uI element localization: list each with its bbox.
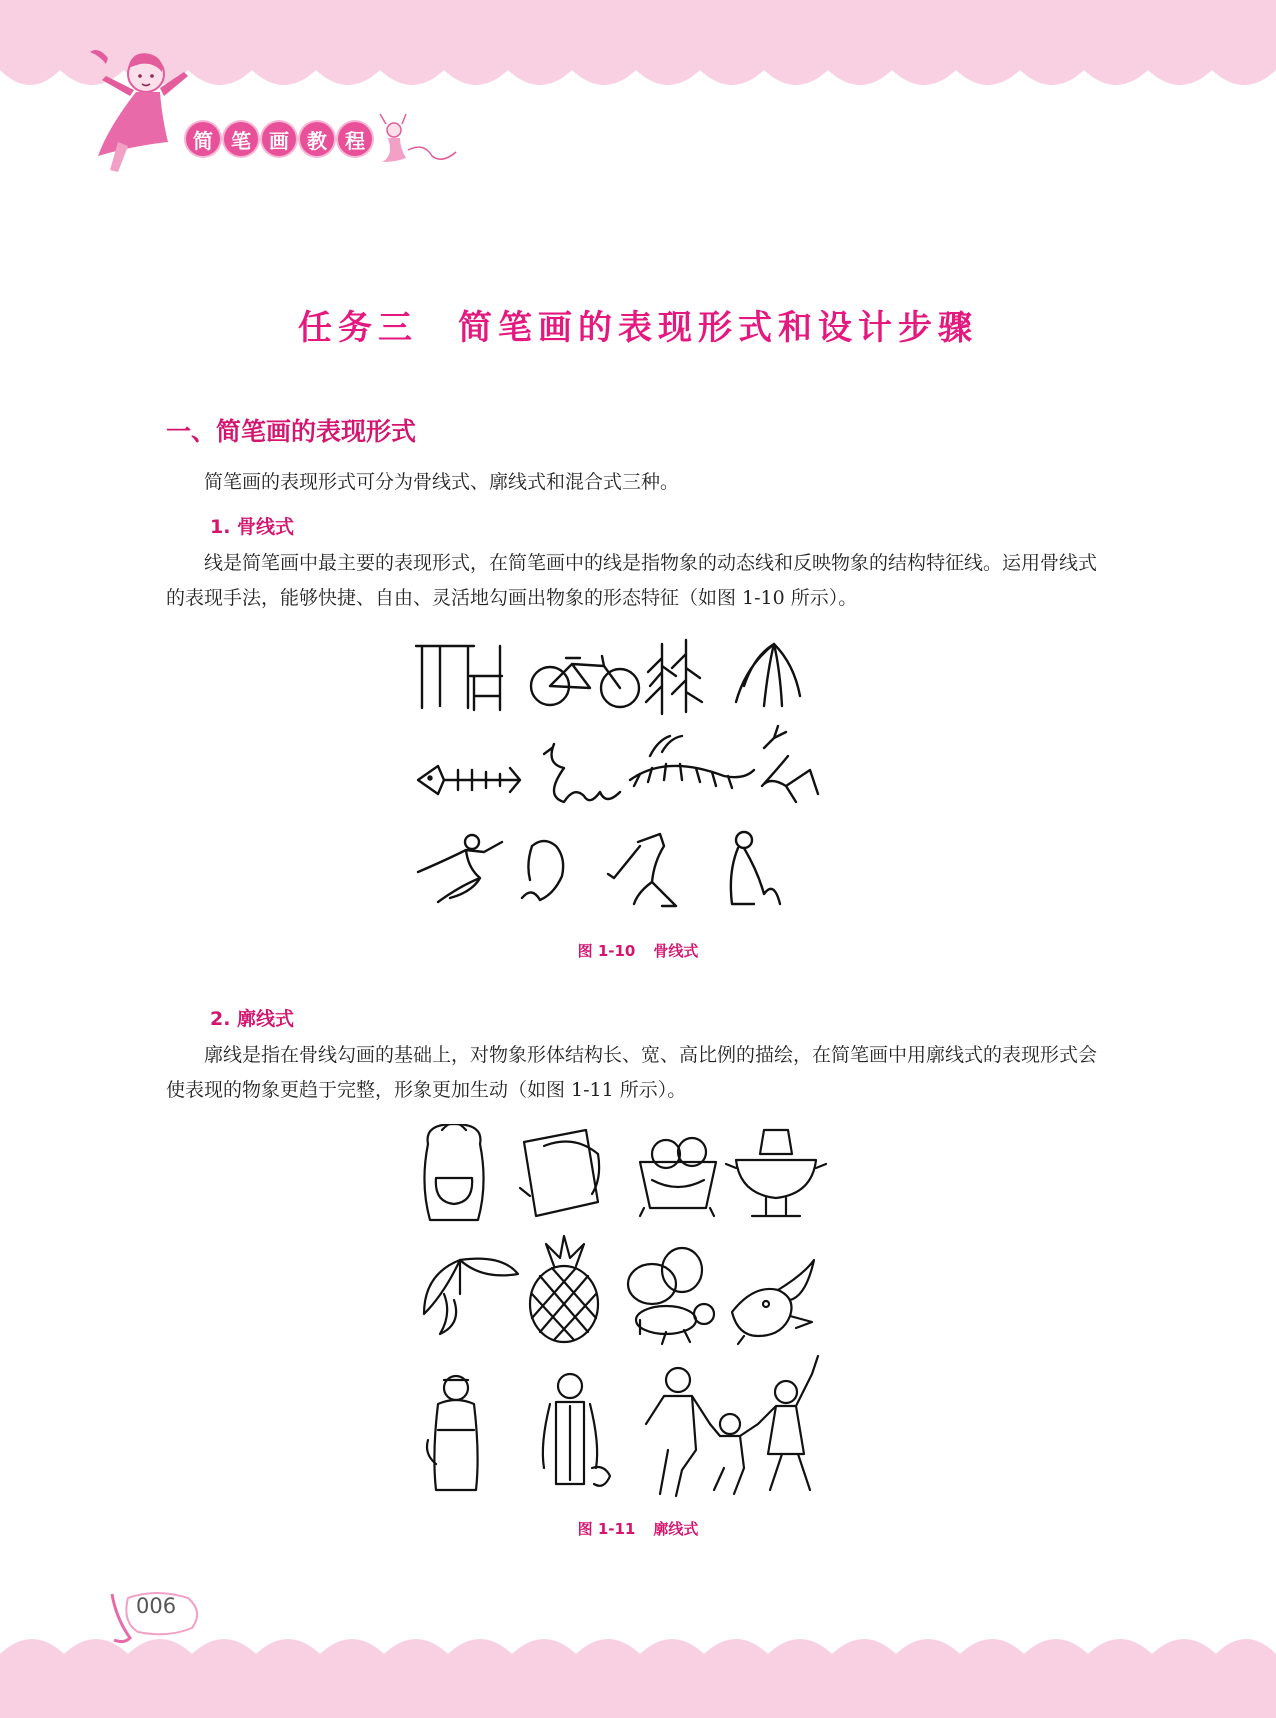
- fly-sketch: [628, 1248, 714, 1344]
- figure-label: 骨线式: [653, 942, 699, 960]
- deer-sketch: [762, 726, 818, 802]
- kneeling-woman-sketch: [608, 834, 676, 906]
- figure-number: 图 1-10: [577, 942, 636, 960]
- table-chair-sketch: [416, 646, 502, 710]
- section-heading: 一、简笔画的表现形式: [166, 417, 417, 446]
- book-title-badges: [186, 122, 372, 156]
- book-title-char: 笔: [224, 122, 258, 156]
- bird-sketch: [732, 1260, 814, 1344]
- subsection-heading-skeleton-line: 1. 骨线式: [210, 516, 295, 538]
- figure-1-10-drawings: [414, 636, 864, 926]
- bicycle-sketch: [531, 656, 639, 707]
- crouching-man-sketch: [522, 841, 563, 900]
- fish-skeleton-sketch: [418, 766, 520, 794]
- book-title-char: 画: [262, 122, 296, 156]
- snake-sketch: [544, 744, 620, 802]
- squatting-man-smoking-sketch: [418, 835, 502, 902]
- figure-number: 图 1-11: [577, 1520, 636, 1538]
- backpack-sketch: [424, 1124, 483, 1220]
- fairy-girl-illustration: [88, 38, 208, 178]
- book-title-char: 教: [300, 122, 334, 156]
- folder-sketch: [520, 1130, 599, 1216]
- book-title-char: 程: [338, 122, 372, 156]
- figure-label: 廓线式: [653, 1520, 699, 1538]
- section-intro: 简笔画的表现形式可分为骨线式、廓线式和混合式三种。: [204, 471, 680, 493]
- kimono-woman-sketch: [427, 1376, 478, 1490]
- pine-trees-sketch: [646, 640, 702, 714]
- leaves-sketch: [424, 1259, 518, 1334]
- figure-1-10-caption: [0, 940, 1276, 961]
- subsection-paragraph-skeleton-line: 线是简笔画中最主要的表现形式，在简笔画中的线是指物象的动态线和反映物象的结构特征线。运用骨线式的表现手法，能够快捷、自由、灵活地勾画出物象的形态特征（如图 1-10 所示）。: [166, 552, 1098, 609]
- book-title-char: 简: [186, 122, 220, 156]
- figure-1-11-caption: [0, 1518, 1276, 1539]
- page-number: 006: [136, 1594, 177, 1618]
- subsection-paragraph-contour-line: 廓线是指在骨线勾画的基础上，对物象形体结构长、宽、高比例的描绘，在简笔画中用廓线式的表现形式会使表现的物象更趋于完整，形象更加生动（如图 1-11 所示）。: [166, 1044, 1098, 1101]
- page-title: 任务三 简笔画的表现形式和设计步骤: [298, 308, 978, 348]
- old-man-with-bag-sketch: [543, 1374, 610, 1486]
- sitting-person-sketch: [731, 832, 780, 904]
- centipede-sketch: [630, 736, 754, 788]
- pineapple-sketch: [530, 1236, 598, 1342]
- figure-1-11-drawings: [414, 1124, 864, 1504]
- fruit-basket-sketch: [640, 1138, 716, 1216]
- hotpot-sketch: [726, 1130, 826, 1216]
- willow-tree-sketch: [736, 644, 800, 706]
- small-fairy-illustration: [372, 112, 462, 172]
- happy-family-sketch: [646, 1356, 818, 1496]
- subsection-heading-contour-line: 2. 廓线式: [210, 1008, 295, 1030]
